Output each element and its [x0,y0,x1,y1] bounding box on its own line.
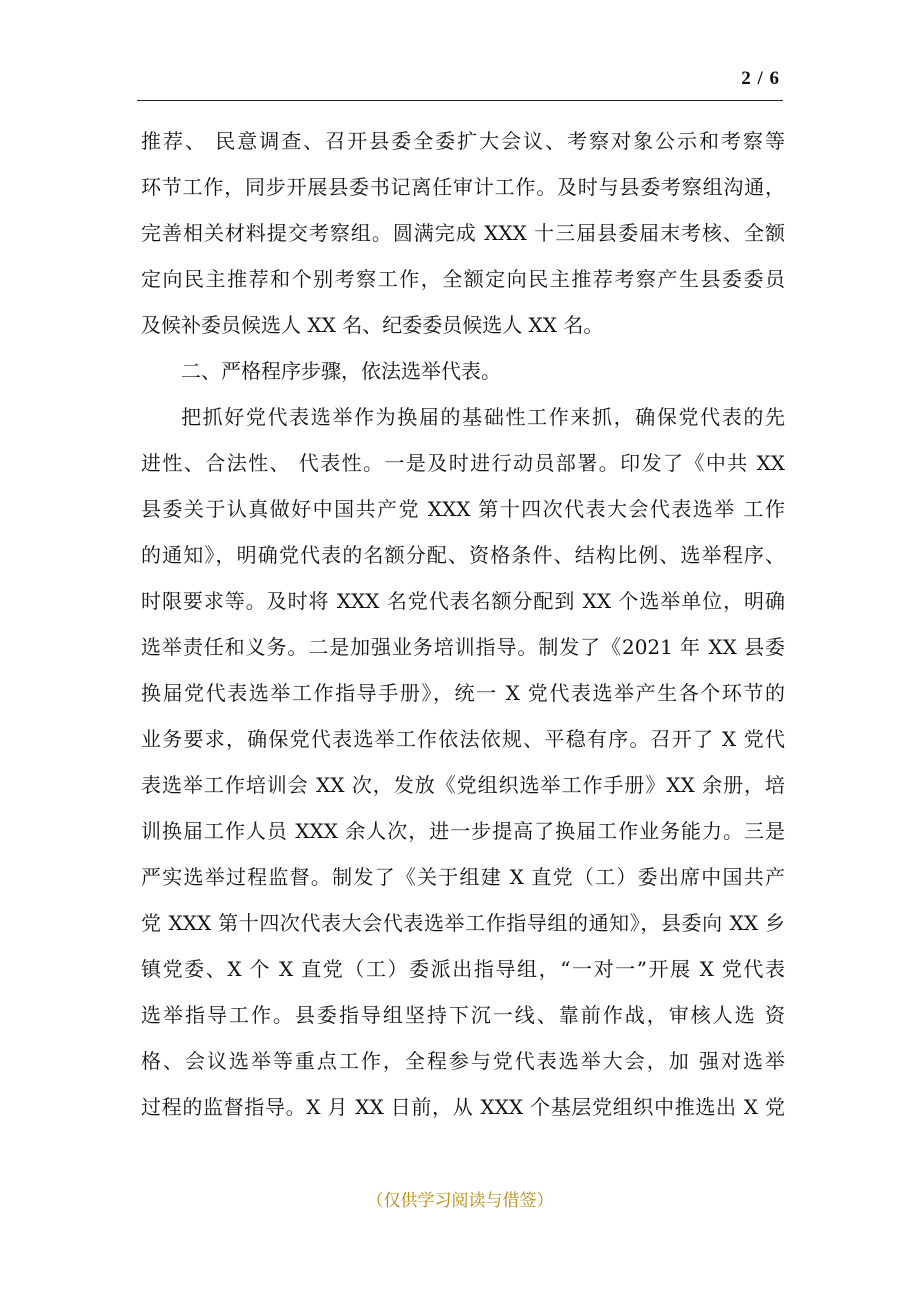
section-heading: 二、严格程序步骤，依法选举代表。 [181,359,501,383]
paragraph-line: 把抓好党代表选举作为换届的基础性工作来抓，确保党代表的先 [181,405,785,429]
paragraph-line: 换届党代表选举工作指导手册》，统一 X 党代表选举产生各个环节的 [141,681,785,705]
page-number: 2 / 6 [741,68,780,89]
footer-note: （仅供学习阅读与借签） [366,1191,554,1211]
paragraph-line: 进性、合法性、 代表性。一是及时进行动员部署。印发了《中共 XX [141,451,785,475]
paragraph-line: 定向民主推荐和个别考察工作，全额定向民主推荐考察产生县委委员 [141,267,785,291]
paragraph-line: 选举责任和义务。二是加强业务培训指导。制发了《2021 年 XX 县委 [141,635,785,659]
paragraph-line: 镇党委、X 个 X 直党（工）委派出指导组，“一对一”开展 X 党代表 [141,957,785,981]
header-divider [137,100,783,101]
document-body [141,118,785,1130]
paragraph-line: 环节工作，同步开展县委书记离任审计工作。及时与县委考察组沟通， [141,175,785,199]
paragraph-line: 县委关于认真做好中国共产党 XXX 第十四次代表大会代表选举 工作 [141,497,785,521]
paragraph-line: 及候补委员候选人 XX 名、纪委委员候选人 XX 名。 [141,313,604,337]
paragraph-line: 过程的监督指导。X 月 XX 日前，从 XXX 个基层党组织中推选出 X 党 [141,1095,785,1119]
paragraph-line: 完善相关材料提交考察组。圆满完成 XXX 十三届县委届末考核、全额 [141,221,785,245]
paragraph-line: 训换届工作人员 XXX 余人次，进一步提高了换届工作业务能力。三是 [141,819,785,843]
paragraph-line: 严实选举过程监督。制发了《关于组建 X 直党（工）委出席中国共产 [141,865,785,889]
paragraph-line: 党 XXX 第十四次代表大会代表选举工作指导组的通知》，县委向 XX 乡 [141,911,785,935]
paragraph-line: 格、会议选举等重点工作，全程参与党代表选举大会，加 强对选举 [141,1049,785,1073]
paragraph-line: 业务要求，确保党代表选举工作依法依规、平稳有序。召开了 X 党代 [141,727,785,751]
paragraph-line: 时限要求等。及时将 XXX 名党代表名额分配到 XX 个选举单位，明确 [141,589,785,613]
paragraph-line: 推荐、 民意调查、召开县委全委扩大会议、考察对象公示和考察等 [141,129,785,153]
paragraph-line: 选举指导工作。县委指导组坚持下沉一线、靠前作战，审核人选 资 [141,1003,785,1027]
paragraph-line: 的通知》，明确党代表的名额分配、资格条件、结构比例、选举程序、 [141,543,785,567]
paragraph-line: 表选举工作培训会 XX 次，发放《党组织选举工作手册》XX 余册，培 [141,773,785,797]
